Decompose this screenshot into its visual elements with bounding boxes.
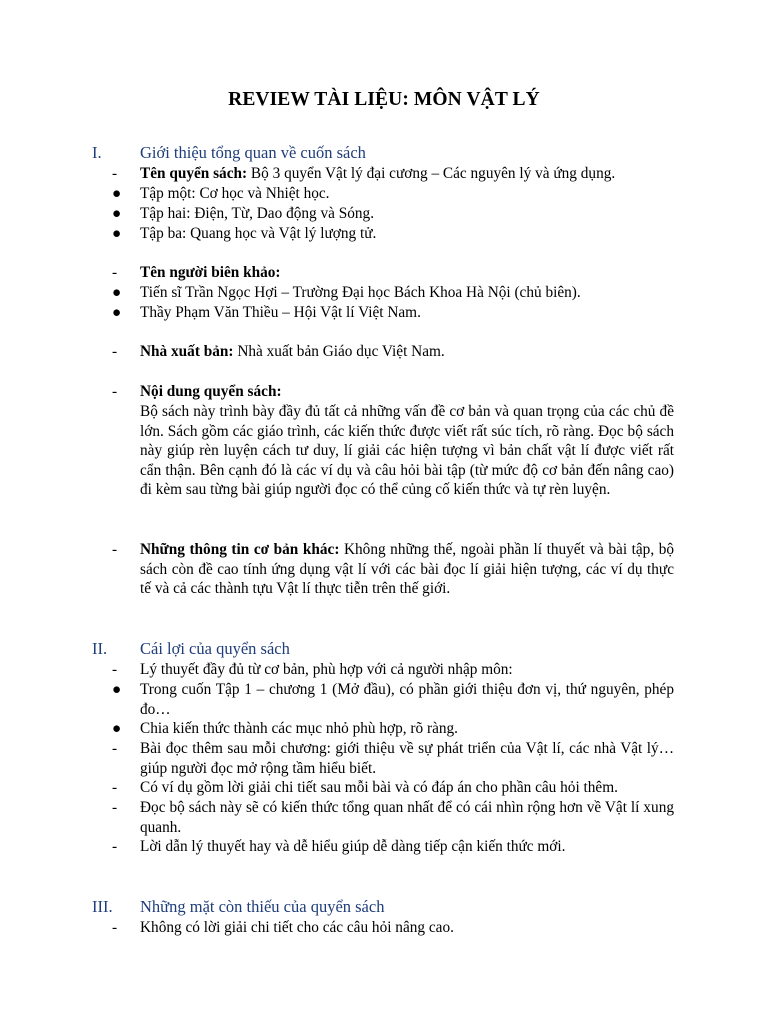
publisher-label: Nhà xuất bản: [140,343,234,360]
bullet-marker: ● [112,720,122,737]
benefit-6-text: Đọc bộ sách này sẽ có kiến thức tổng quan nhất để có cái nhìn rộng hơn về Vật lí xung quanh. [140,799,674,836]
other-info-value: Không những thế, ngoài phần lí thuyết và bài tập, bộ sách còn đề cao tính ứng dụng vật lí với các bài đọc lí giải hiện tượng, các ví dụ thực tế và cả các thành tựu Vật lí thực tiễn trên thế giới. [140,541,674,597]
dash-marker: - [112,541,118,558]
bullet-marker: ● [112,185,122,202]
benefit-2-text: Trong cuốn Tập 1 – chương 1 (Mở đầu), có phần giới thiệu đơn vị, thứ nguyên, phép đo… [140,681,674,718]
section-1-heading [92,143,692,163]
editor-1-text: Tiến sĩ Trần Ngọc Hợi – Trường Đại học Bách Khoa Hà Nội (chủ biên). [140,284,581,301]
benefit-item-2 [112,680,674,719]
drawback-1-text: Không có lời giải chi tiết cho các câu hỏi nâng cao. [140,919,454,936]
dash-marker: - [112,661,118,678]
dash-marker: - [112,838,118,855]
publisher-value: Nhà xuất bản Giáo dục Việt Nam. [233,343,445,360]
bullet-marker: ● [112,225,122,242]
dash-marker: - [112,799,118,816]
bullet-marker: ● [112,205,122,222]
volume-item-3 [112,224,674,244]
section-3-title: Những mặt còn thiếu của quyển sách [140,897,385,916]
content-paragraph: Bộ sách này trình bày đầy đủ tất cả những vấn đề cơ bản và quan trọng của các chủ đề lớn. Sách gồm các giáo trình, các kiến thức được viết rất súc tích, rõ ràng. Đọc bộ sách này giúp rèn luyện cách tư duy, lí giải các hiện tượng vì bản chất vật lí được viết rất cẩn thận. Bên cạnh đó là các ví dụ và câu hỏi bài tập (từ mức độ cơ bản đến nâng cao) đi kèm sau từng bài giúp người đọc có thể củng cố kiến thức và tự rèn luyện. [140,403,674,498]
editor-item-1 [112,283,674,303]
editor-2-text: Thầy Phạm Văn Thiều – Hội Vật lí Việt Nam. [140,304,421,321]
benefit-item-4 [112,739,674,778]
book-name-item [112,164,674,184]
benefit-item-5 [112,778,674,798]
dash-marker: - [112,740,118,757]
bullet-marker: ● [112,304,122,321]
dash-marker: - [112,165,118,182]
document-title: REVIEW TÀI LIỆU: MÔN VẬT LÝ [228,89,540,110]
dash-marker: - [112,779,118,796]
section-1-title: Giới thiệu tổng quan về cuốn sách [140,143,366,162]
benefit-3-text: Chia kiến thức thành các mục nhỏ phù hợp, rõ ràng. [140,720,458,737]
benefit-item-1 [112,660,674,680]
bullet-marker: ● [112,284,122,301]
volume-item-2 [112,204,674,224]
benefit-7-text: Lời dẫn lý thuyết hay và dễ hiểu giúp dễ dàng tiếp cận kiến thức mới. [140,838,566,855]
benefit-4-text: Bài đọc thêm sau mỗi chương: giới thiệu về sự phát triển của Vật lí, các nhà Vật lý… giúp người đọc mở rộng tầm hiểu biết. [140,740,674,777]
benefit-item-7 [112,837,674,857]
volume-item-1 [112,184,674,204]
editor-item-2 [112,303,674,323]
benefit-5-text: Có ví dụ gồm lời giải chi tiết sau mỗi bài và có đáp án cho phần câu hỏi thêm. [140,779,618,796]
editors-label: Tên người biên khảo: [140,264,281,281]
benefit-item-3 [112,719,674,739]
bullet-marker: ● [112,681,122,698]
drawback-item-1 [112,918,674,938]
section-1-number: I. [92,143,102,162]
other-info-item [112,540,674,599]
benefit-item-6 [112,798,674,837]
volume-3-text: Tập ba: Quang học và Vật lý lượng tử. [140,225,377,242]
editors-item [112,263,674,283]
other-info-label: Những thông tin cơ bản khác: [140,541,340,558]
content-item [112,382,674,402]
book-name-label: Tên quyển sách: [140,165,248,182]
publisher-item [112,342,674,362]
dash-marker: - [112,383,118,400]
volume-2-text: Tập hai: Điện, Từ, Dao động và Sóng. [140,205,375,222]
book-name-value: Bộ 3 quyển Vật lý đại cương – Các nguyên lý và ứng dụng. [247,165,616,182]
benefit-1-text: Lý thuyết đầy đủ từ cơ bản, phù hợp với cả người nhập môn: [140,661,513,678]
section-2-title: Cái lợi của quyển sách [140,639,290,658]
section-2-number: II. [92,639,108,658]
content-label: Nội dung quyển sách: [140,383,282,400]
dash-marker: - [112,919,118,936]
dash-marker: - [112,264,118,281]
dash-marker: - [112,343,118,360]
volume-1-text: Tập một: Cơ học và Nhiệt học. [140,185,330,202]
section-2-heading [92,639,692,659]
section-3-heading [92,897,692,917]
section-3-number: III. [92,897,113,916]
